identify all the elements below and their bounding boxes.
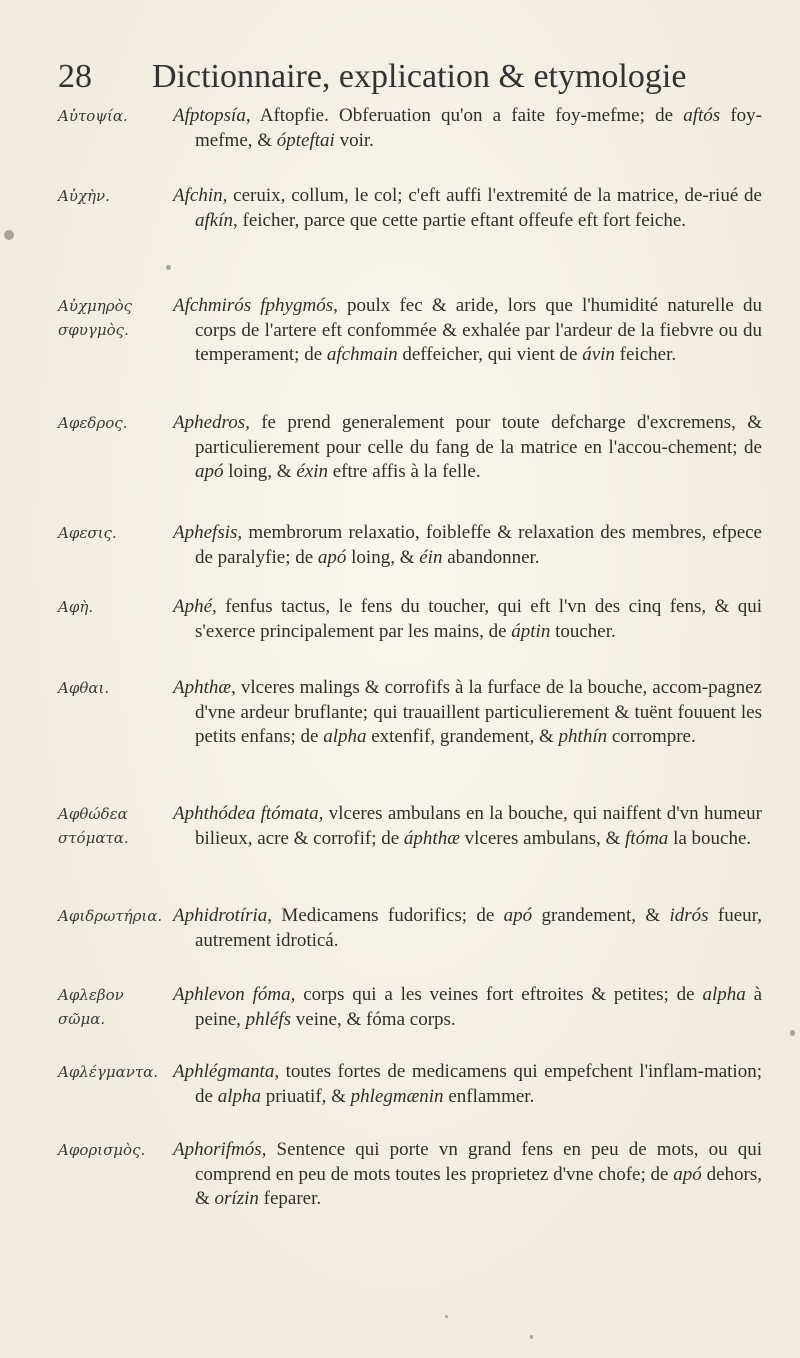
definition-text: Aftopfie. Obferuation qu'on a faite foy-mefme; de: [250, 105, 684, 126]
entry-definition: [150, 411, 762, 485]
etymon: phléfs: [245, 1008, 292, 1030]
definition-text: enflammer.: [443, 1085, 535, 1107]
definition-text: feicher.: [614, 344, 677, 365]
definition-text: priuatif, &: [260, 1085, 351, 1107]
entry-definition: [150, 1060, 762, 1109]
etymon: apó: [195, 461, 224, 482]
definition-text: ceruix, collum, le col; c'eft auffi l'extremité de la matrice, de-riué de: [227, 185, 762, 206]
headword: Aphedros,: [173, 412, 250, 433]
entry-definition: [150, 1138, 762, 1212]
definition-text: extenfif, grandement, &: [366, 726, 559, 747]
headword: Aphefsis,: [173, 522, 243, 543]
etymon: idrós: [669, 905, 709, 926]
definition-text: toucher.: [550, 620, 616, 642]
definition-text: eftre affis à la felle.: [328, 461, 481, 482]
definition-text: loing, &: [223, 461, 297, 482]
definition-text: Medicamens fudorifics; de: [272, 905, 504, 926]
headword: Afchin,: [173, 185, 228, 206]
headword: Aphorifmós,: [173, 1139, 267, 1160]
etymon: ávin: [582, 344, 615, 365]
headword: Aphidrotíria,: [173, 905, 273, 926]
greek-term: Αφθαι.: [58, 679, 110, 697]
headword: Afptopsía,: [173, 105, 251, 126]
headword: Aphlevon fóma,: [173, 984, 296, 1005]
greek-term: Αφιδρωτήρια.: [58, 907, 163, 925]
etymon: phlegmænin: [350, 1085, 444, 1107]
greek-term: Αφεδρος.: [58, 414, 128, 432]
etymon: alpha: [323, 726, 367, 747]
etymon: apó: [317, 546, 347, 568]
etymon: aftós: [683, 105, 721, 126]
definition-text: feparer.: [258, 1188, 322, 1209]
paper-speck: [166, 265, 171, 270]
definition-text: corps qui a les veines fort eftroites & petites; de: [295, 984, 703, 1005]
entry-definition: [150, 595, 762, 644]
definition-text: Sentence qui porte vn grand fens en peu de mots, ou qui comprend en peu de mots toutes les proprietez d'vne chofe; de: [195, 1139, 762, 1185]
paper-speck: [445, 1315, 448, 1318]
definition-text: loing, &: [346, 546, 420, 568]
greek-term: Αφλεβον σῶμα.: [58, 986, 124, 1028]
definition-text: deffeicher, qui vient de: [397, 344, 583, 365]
headword: Afchmirós fphygmós,: [173, 295, 338, 316]
definition-text: dehors, &: [195, 1163, 762, 1209]
etymon: alpha: [217, 1085, 261, 1107]
greek-term: Αφθώδεα στόματα.: [58, 805, 129, 847]
definition-text: fe prend generalement pour toute defcharge d'excremens, & particulierement pour celle du fang de la matrice en l'accou-chement; de: [195, 412, 762, 458]
etymon: phthín: [558, 726, 608, 747]
etymon: ópteftai: [276, 129, 335, 151]
definition-text: la bouche.: [668, 827, 752, 849]
entry-definition: [150, 904, 762, 953]
definition-text: toutes fortes de medicamens qui empefchent l'inflam-mation; de: [195, 1061, 762, 1107]
greek-term: Αὐχὴν.: [58, 187, 110, 205]
greek-term: Αὐχμηρὸς σφυγμὸς.: [58, 297, 133, 339]
definition-text: corrompre.: [607, 726, 696, 747]
running-title: Dictionnaire, explication & etymologie: [152, 58, 687, 95]
entry-definition: [150, 294, 762, 368]
entry-definition: [150, 676, 762, 750]
definition-text: vlceres ambulans, &: [459, 827, 626, 849]
etymon: ftóma: [625, 827, 669, 849]
entry-definition: [150, 802, 762, 851]
etymon: éxin: [296, 461, 328, 482]
greek-term: Αὐτοψία.: [58, 107, 128, 125]
etymon: apó: [673, 1163, 702, 1185]
etymon: afkín: [195, 209, 233, 231]
definition-text: vlceres ambulans en la bouche, qui naiffent d'vn humeur bilieux, acre & corrofif; de: [195, 803, 762, 849]
definition-text: membrorum relaxatio, foibleffe & relaxation des membres, efpece de paralyfie; de: [195, 522, 762, 568]
definition-text: fueur, autrement idroticá.: [195, 905, 763, 951]
definition-text: veine, & fóma corps.: [291, 1008, 456, 1030]
headword: Aphthódea ftómata,: [173, 803, 324, 824]
paper-speck: [530, 1335, 533, 1339]
etymon: áphthæ: [403, 827, 460, 849]
definition-text: fenfus tactus, le fens du toucher, qui eft l'vn des cinq fens, & qui s'exerce principalement par les mains, de: [195, 596, 762, 642]
etymon: apó: [503, 905, 533, 926]
definition-text: abandonner.: [442, 546, 540, 568]
headword: Aphé,: [173, 596, 217, 617]
etymon: áptin: [511, 620, 551, 642]
headword: Aphlégmanta,: [173, 1061, 280, 1082]
paper-speck: [4, 230, 14, 240]
definition-text: grandement, &: [532, 905, 670, 926]
entry-definition: [150, 983, 762, 1032]
etymon: alpha: [702, 984, 746, 1005]
greek-term: Αφορισμὸς.: [58, 1141, 146, 1159]
etymon: orízin: [214, 1188, 259, 1209]
greek-term: Αφὴ.: [58, 598, 94, 616]
definition-text: voir.: [334, 129, 374, 151]
greek-term: Αφεσις.: [58, 524, 117, 542]
page-header: [58, 58, 740, 104]
paper-speck: [790, 1030, 795, 1036]
definition-text: poulx fec & aride, lors que l'humidité naturelle du corps de l'artere eft confommée & exhalée par l'ardeur de la fiebvre ou du temperament; de: [195, 295, 762, 365]
etymon: éin: [419, 546, 443, 568]
entry-definition: [150, 184, 762, 233]
etymon: afchmain: [326, 344, 398, 365]
greek-term: Αφλέγμαντα.: [58, 1063, 159, 1081]
definition-text: vlceres malings & corrofifs à la furface de la bouche, accom-pagnez d'vne ardeur bruflante; qui trauaillent particulierement & tuënt fouuent les petits enfans; de: [195, 677, 762, 747]
entry-definition: [150, 521, 762, 570]
page-number: 28: [58, 58, 92, 95]
definition-text: à peine,: [195, 984, 762, 1030]
definition-text: foy-mefme, &: [195, 105, 762, 151]
entry-definition: [150, 104, 762, 153]
definition-text: , feicher, parce que cette partie eftant offeufe eft fort feiche.: [233, 209, 687, 231]
headword: Aphthæ,: [173, 677, 236, 698]
